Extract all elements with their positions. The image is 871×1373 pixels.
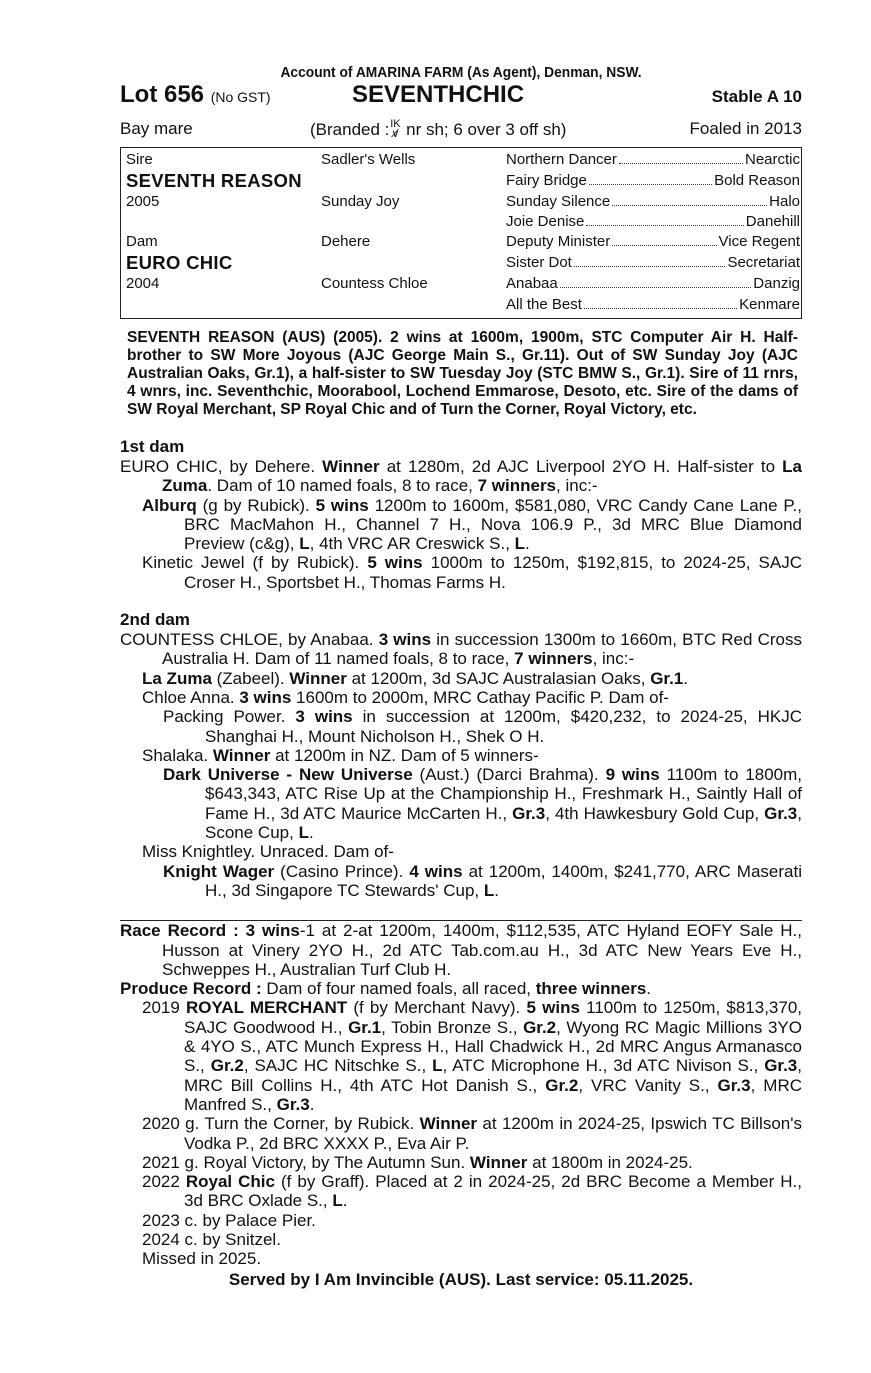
produce-record: Produce Record : Dam of four named foals, all raced, three winners. [120, 979, 652, 999]
dam-name: EURO CHIC [126, 252, 233, 273]
produce-entry: 2024 c. by Snitzel. [142, 1229, 281, 1249]
horse-name: SEVENTHCHIC [352, 81, 525, 108]
produce-entry: 2023 c. by Palace Pier. [142, 1210, 316, 1230]
pedigree-g3-row: Sister Dot Secretariat [506, 254, 800, 271]
lot-number [120, 81, 271, 109]
progeny-entry: La Zuma (Zabeel). Winner at 1200m, 3d SAJC Australasian Oaks, Gr.1. [142, 668, 689, 688]
brand-suffix: nr sh; 6 over 3 off sh) [401, 120, 567, 139]
dam-year: 2004 [126, 275, 160, 292]
pedigree-table [120, 147, 802, 319]
produce-entry: 2019 ROYAL MERCHANT (f by Merchant Navy). 5 wins 1100m to 1250m, $813,370, SAJC Goodwood H., Gr.1, Tobin Bronze S., Gr.2, Wyong RC Magic Millions 3YO & 4YO S., ATC Munch Express H., Hall Chadwick H., 2d MRC Angus Armanasco S., Gr.2, SAJC HC Nitschke S., L, ATC Microphone H., 3d ATC Nivison S., Gr.3, MRC Bill Collins H., 4th ATC Hot Danish S., Gr.2, VRC Vanity S., Gr.3, MRC Manfred S., Gr.3. [142, 998, 803, 1114]
lot-header [120, 81, 802, 113]
horse-details [120, 113, 802, 143]
first-dam-heading: 1st dam [120, 437, 185, 456]
sire-year: 2005 [126, 193, 160, 210]
pedigree-g3-row: Fairy Bridge Bold Reason [506, 172, 800, 189]
progeny-entry: Dark Universe - New Universe (Aust.) (Darci Brahma). 9 wins 1100m to 1800m, $643,343, ATC Rise Up at the Championship H., Freshmark H., Saintly Hall of Fame H., 3d ATC Maurice McCarten H., Gr.3, 4th Hawkesbury Gold Cup, Gr.3, Scone Cup, L. [163, 765, 802, 843]
progeny-entry: Packing Power. 3 wins in succession at 1200m, $420,232, to 2024-25, HKJC Shanghai H., Mount Nicholson H., Shek O H. [163, 707, 802, 746]
pedigree-g3-row: All the Best Kenmare [506, 296, 800, 313]
gst-note: (No GST) [210, 89, 271, 105]
dam-entry: EURO CHIC, by Dehere. Winner at 1280m, 2d AJC Liverpool 2YO H. Half-sister to La Zuma. Dam of 10 named foals, 8 to race, 7 winners, inc:- [120, 457, 802, 496]
produce-entry: 2022 Royal Chic (f by Graff). Placed at 2 in 2024-25, 2d BRC Become a Member H., 3d BRC Oxlade S., L. [142, 1172, 803, 1211]
second-dam-heading: 2nd dam [120, 610, 190, 630]
produce-entry: 2020 g. Turn the Corner, by Rubick. Winner at 1200m in 2024-25, Ipswich TC Billson's Vodka P., 2d BRC XXXX P., Eva Air P. [142, 1114, 802, 1153]
vendor-line: Account of AMARINA FARM (As Agent), Denman, NSW. [280, 64, 642, 81]
sire-dam: Sunday Joy [321, 193, 400, 210]
foaled-year: Foaled in 2013 [689, 119, 802, 138]
sire-name: SEVENTH REASON [126, 170, 302, 191]
dam-label: Dam [126, 233, 158, 250]
dam-sire: Dehere [321, 233, 371, 250]
progeny-entry: Alburq (g by Rubick). 5 wins 1200m to 1600m, $581,080, VRC Candy Cane Lane P., BRC MacMahon H., Channel 7 H., Nova 106.9 P., 3d MRC Blue Diamond Preview (c&g), L, 4th VRC AR Creswick S., L. [142, 495, 803, 554]
sire-label: Sire [126, 151, 153, 168]
lot-label: Lot 656 [120, 81, 205, 108]
dam-entry: COUNTESS CHLOE, by Anabaa. 3 wins in succession 1300m to 1660m, BTC Red Cross Australia H. Dam of 11 named foals, 8 to race, 7 winners, inc:- [120, 630, 802, 669]
progeny-entry: Chloe Anna. 3 wins 1600m to 2000m, MRC Cathay Pacific P. Dam of- [142, 687, 669, 707]
pedigree-g3-row: Sunday Silence Halo [506, 193, 800, 210]
brand-mark-icon: IK ∨̸ [390, 118, 401, 140]
pedigree-g3-row: Joie Denise Danehill [506, 213, 800, 230]
dam-dam: Countess Chloe [321, 275, 428, 292]
pedigree-g3-row: Deputy Minister Vice Regent [506, 233, 800, 250]
pedigree-g3-row: Anabaa Danzig [506, 275, 800, 292]
sire-sire: Sadler's Wells [321, 151, 416, 168]
brand-prefix: (Branded : [310, 120, 390, 139]
race-record: Race Record : 3 wins-1 at 2-at 1200m, 1400m, $112,535, ATC Hyland EOFY Sale H., Husson at Vinery 2YO H., 2d ATC Tab.com.au H., 3d ATC New Years Eve H., Schweppes H., Australian Turf Club H. [120, 921, 802, 979]
sire-summary: SEVENTH REASON (AUS) (2005). 2 wins at 1600m, 1900m, STC Computer Air H. Half-brother to SW More Joyous (AJC George Main S., Gr.11). Out of SW Sunday Joy (AJC Australian Oaks, Gr.1), a half-sister to SW Tuesday Joy (STC BMW S., Gr.1). Sire of 11 rnrs, 4 wnrs, inc. Seventhchic, Moorabool, Lochend Emmarose, Desoto, etc. Sire of the dams of SW Royal Merchant, SP Royal Chic and of Turn the Corner, Royal Victory, etc. [127, 329, 798, 418]
progeny-entry: Kinetic Jewel (f by Rubick). 5 wins 1000m to 1250m, $192,815, to 2024-25, SAJC Croser H., Sportsbet H., Thomas Farms H. [142, 553, 803, 592]
progeny-entry: Shalaka. Winner at 1200m in NZ. Dam of 5 winners- [142, 745, 539, 765]
brand-description [310, 119, 566, 140]
pedigree-g3-row: Northern Dancer Nearctic [506, 151, 800, 168]
progeny-entry: Knight Wager (Casino Prince). 4 wins at 1200m, 1400m, $241,770, ARC Maserati H., 3d Singapore TC Stewards' Cup, L. [163, 861, 802, 900]
catalogue-page [120, 60, 802, 1290]
horse-sex-colour: Bay mare [120, 119, 193, 138]
produce-entry: Missed in 2025. [142, 1249, 262, 1269]
produce-entry: 2021 g. Royal Victory, by The Autumn Sun. Winner at 1800m in 2024-25. [142, 1152, 693, 1172]
service-note: Served by I Am Invincible (AUS). Last service: 05.11.2025. [228, 1269, 694, 1289]
progeny-entry: Miss Knightley. Unraced. Dam of- [142, 842, 394, 862]
stable-location: Stable A 10 [711, 87, 802, 106]
